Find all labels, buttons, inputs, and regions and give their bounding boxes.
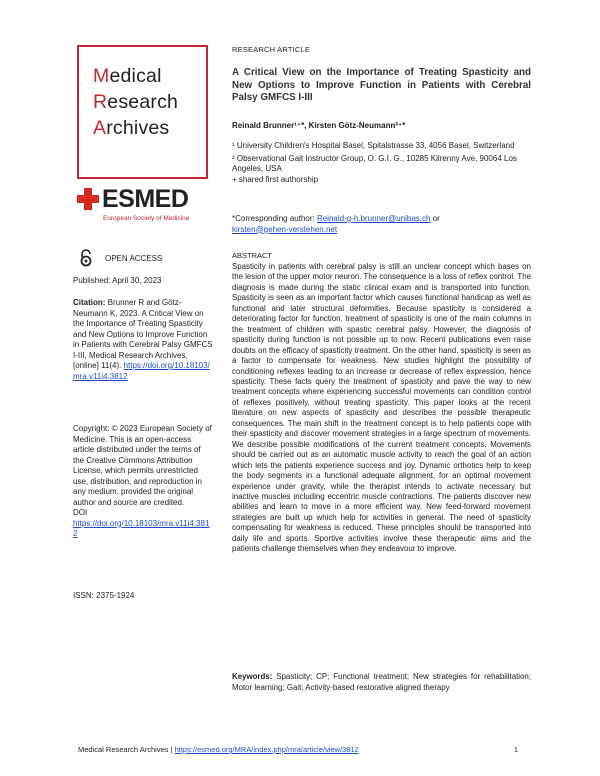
article-title: A Critical View on the Importance of Treating Spasticity and New Options to Improve Function in Patients with Cerebral Palsy GMFCS I-III bbox=[232, 67, 531, 103]
affiliation-1: ¹ University Children's Hospital Basel, Spitalstrasse 33, 4056 Basel, Switzerland bbox=[232, 141, 515, 150]
footer-article-link[interactable]: https://esmed.org/MRA/index.php/mra/article/view/3812 bbox=[174, 745, 359, 754]
affiliation-2: ² Observational Gait Instructor Group, O. G.I. G., 10285 Kilrenny Ave, 90064 Los Angeles, USA bbox=[232, 153, 517, 173]
open-access-label: OPEN ACCESS bbox=[105, 253, 163, 263]
page-footer bbox=[78, 745, 518, 754]
logo-line-research: Research bbox=[93, 91, 179, 113]
logo-line-archives: Archives bbox=[93, 117, 170, 139]
keywords-label: Keywords: bbox=[232, 672, 273, 681]
journal-logo bbox=[77, 45, 208, 179]
publisher-logo bbox=[77, 186, 212, 222]
or-text: or bbox=[430, 214, 440, 223]
published-date: Published: April 30, 2023 bbox=[73, 276, 162, 285]
citation-label: Citation: bbox=[73, 298, 106, 307]
email-link-1[interactable]: Reinald-g-h.brunner@unibas.ch bbox=[316, 214, 431, 223]
citation-doi-link[interactable]: https://doi.org/10.18103/mra.v11i4.3812 bbox=[73, 361, 210, 381]
corresponding-author bbox=[232, 214, 531, 235]
article-type: RESEARCH ARTICLE bbox=[232, 45, 311, 54]
publisher-subtitle: European Society of Medicine bbox=[103, 215, 190, 222]
affiliations bbox=[232, 141, 531, 185]
abstract-heading: ABSTRACT bbox=[232, 251, 273, 260]
open-access-badge bbox=[79, 249, 162, 267]
keywords bbox=[232, 672, 531, 693]
open-lock-icon bbox=[79, 249, 93, 267]
citation bbox=[73, 298, 213, 382]
citation-text: Brunner R and Götz-Neumann K, 2023. A Critical View on the Importance of Treating Spasticity and New Options to Improve Function in Patients with Cerebral Palsy GMFCS I-III, Medical Research Archives, [online] 11(4). bbox=[73, 298, 213, 370]
logo-line-medical: Medical bbox=[93, 65, 162, 87]
email-link-2[interactable]: kirsten@gehen-verstehen.net bbox=[232, 224, 338, 234]
footer-journal: Medical Research Archives | bbox=[78, 745, 173, 754]
abstract-text: Spasticity in patients with cerebral palsy is still an unclear concept which bases on the lesion of the upper motor neuron. The consequence is a loss of reflex control. The diagnosis is made during the static clinical exam and is transported into function. Spasticity is seen as an important factor which causes functional handicap as well as functional and later structural deformities. Because spasticity is considered a deteriorating factor for function, treatment of spasticity is one of the main columns in the treatment of children with spastic cerebral palsy. However, the diagnosis of spasticity during function is not possible up to now. Recent publications even raise doubts on the efficacy of spasticity treatment. On the other hand, spasticity is seen as a factor to compensate for weakness. New studies highlight the possibility of conditioning reflexes leading to an increase or decrease of reflex expression, hence spasticity. These facts query the treatment of spasticity and pave the way to new treatment concepts where experiencing successful movements can condition control of reflexes positively, without treating spasticity. This paper looks at the recent literature on new aspects of spasticity and describes the possible therapeutic consequences. The main shift in the treatment concept is to help patients cope with their spasticity and discover movement strategies in a large spectrum of movements. We describe possible modifications of the current treatment concepts. Movements should be carried out as an automatic muscle activity to reach the goal of an action which lets the patients experience success and joy. Dynamic orthotics help to keep the body segments in a functional adequate alignment, for an optimal movement experience under gravity, while the therapist intends to activate necessary but inactive muscles including eccentric muscle contractions. The patients discover new abilities and learn to move in a more efficient way. New feed-forward movement strategies are built up which help for activities in general. The need of spasticity compensating for weakness is reduced. These principles should be transported into daily life and sports. Sportive activities involve these therapeutic aims and the patients challenge themselves when they endeavour to improve. bbox=[232, 262, 531, 554]
publisher-name: ESMED bbox=[102, 185, 189, 213]
authors: Reinald Brunner¹⁺*, Kirsten Götz-Neumann²⁺* bbox=[232, 121, 406, 130]
cross-icon bbox=[77, 188, 99, 210]
shared-authorship-note: + shared first authorship bbox=[232, 174, 319, 184]
corresponding-label: *Corresponding author: bbox=[232, 214, 317, 223]
copyright-text: Copyright: © 2023 European Society of Medicine. This is an open-access article distributed under the terms of the Creative Commons Attribution License, which permits unrestricted use, distribution, and reproduction in any medium, provided the original author and source are credited. bbox=[73, 424, 212, 507]
issn: ISSN: 2375-1924 bbox=[73, 591, 135, 600]
copyright bbox=[73, 424, 213, 540]
keywords-text: Spasticity; CP; Functional treatment; New strategies for rehabilitation; Motor learning; Gait; Activity-based restorative aligned therapy bbox=[232, 672, 531, 692]
copyright-doi-link[interactable]: https://doi.org/10.18103/mra.v11i4.3812 bbox=[73, 518, 210, 538]
doi-label: DOI bbox=[73, 508, 88, 517]
page-number: 1 bbox=[513, 745, 518, 754]
